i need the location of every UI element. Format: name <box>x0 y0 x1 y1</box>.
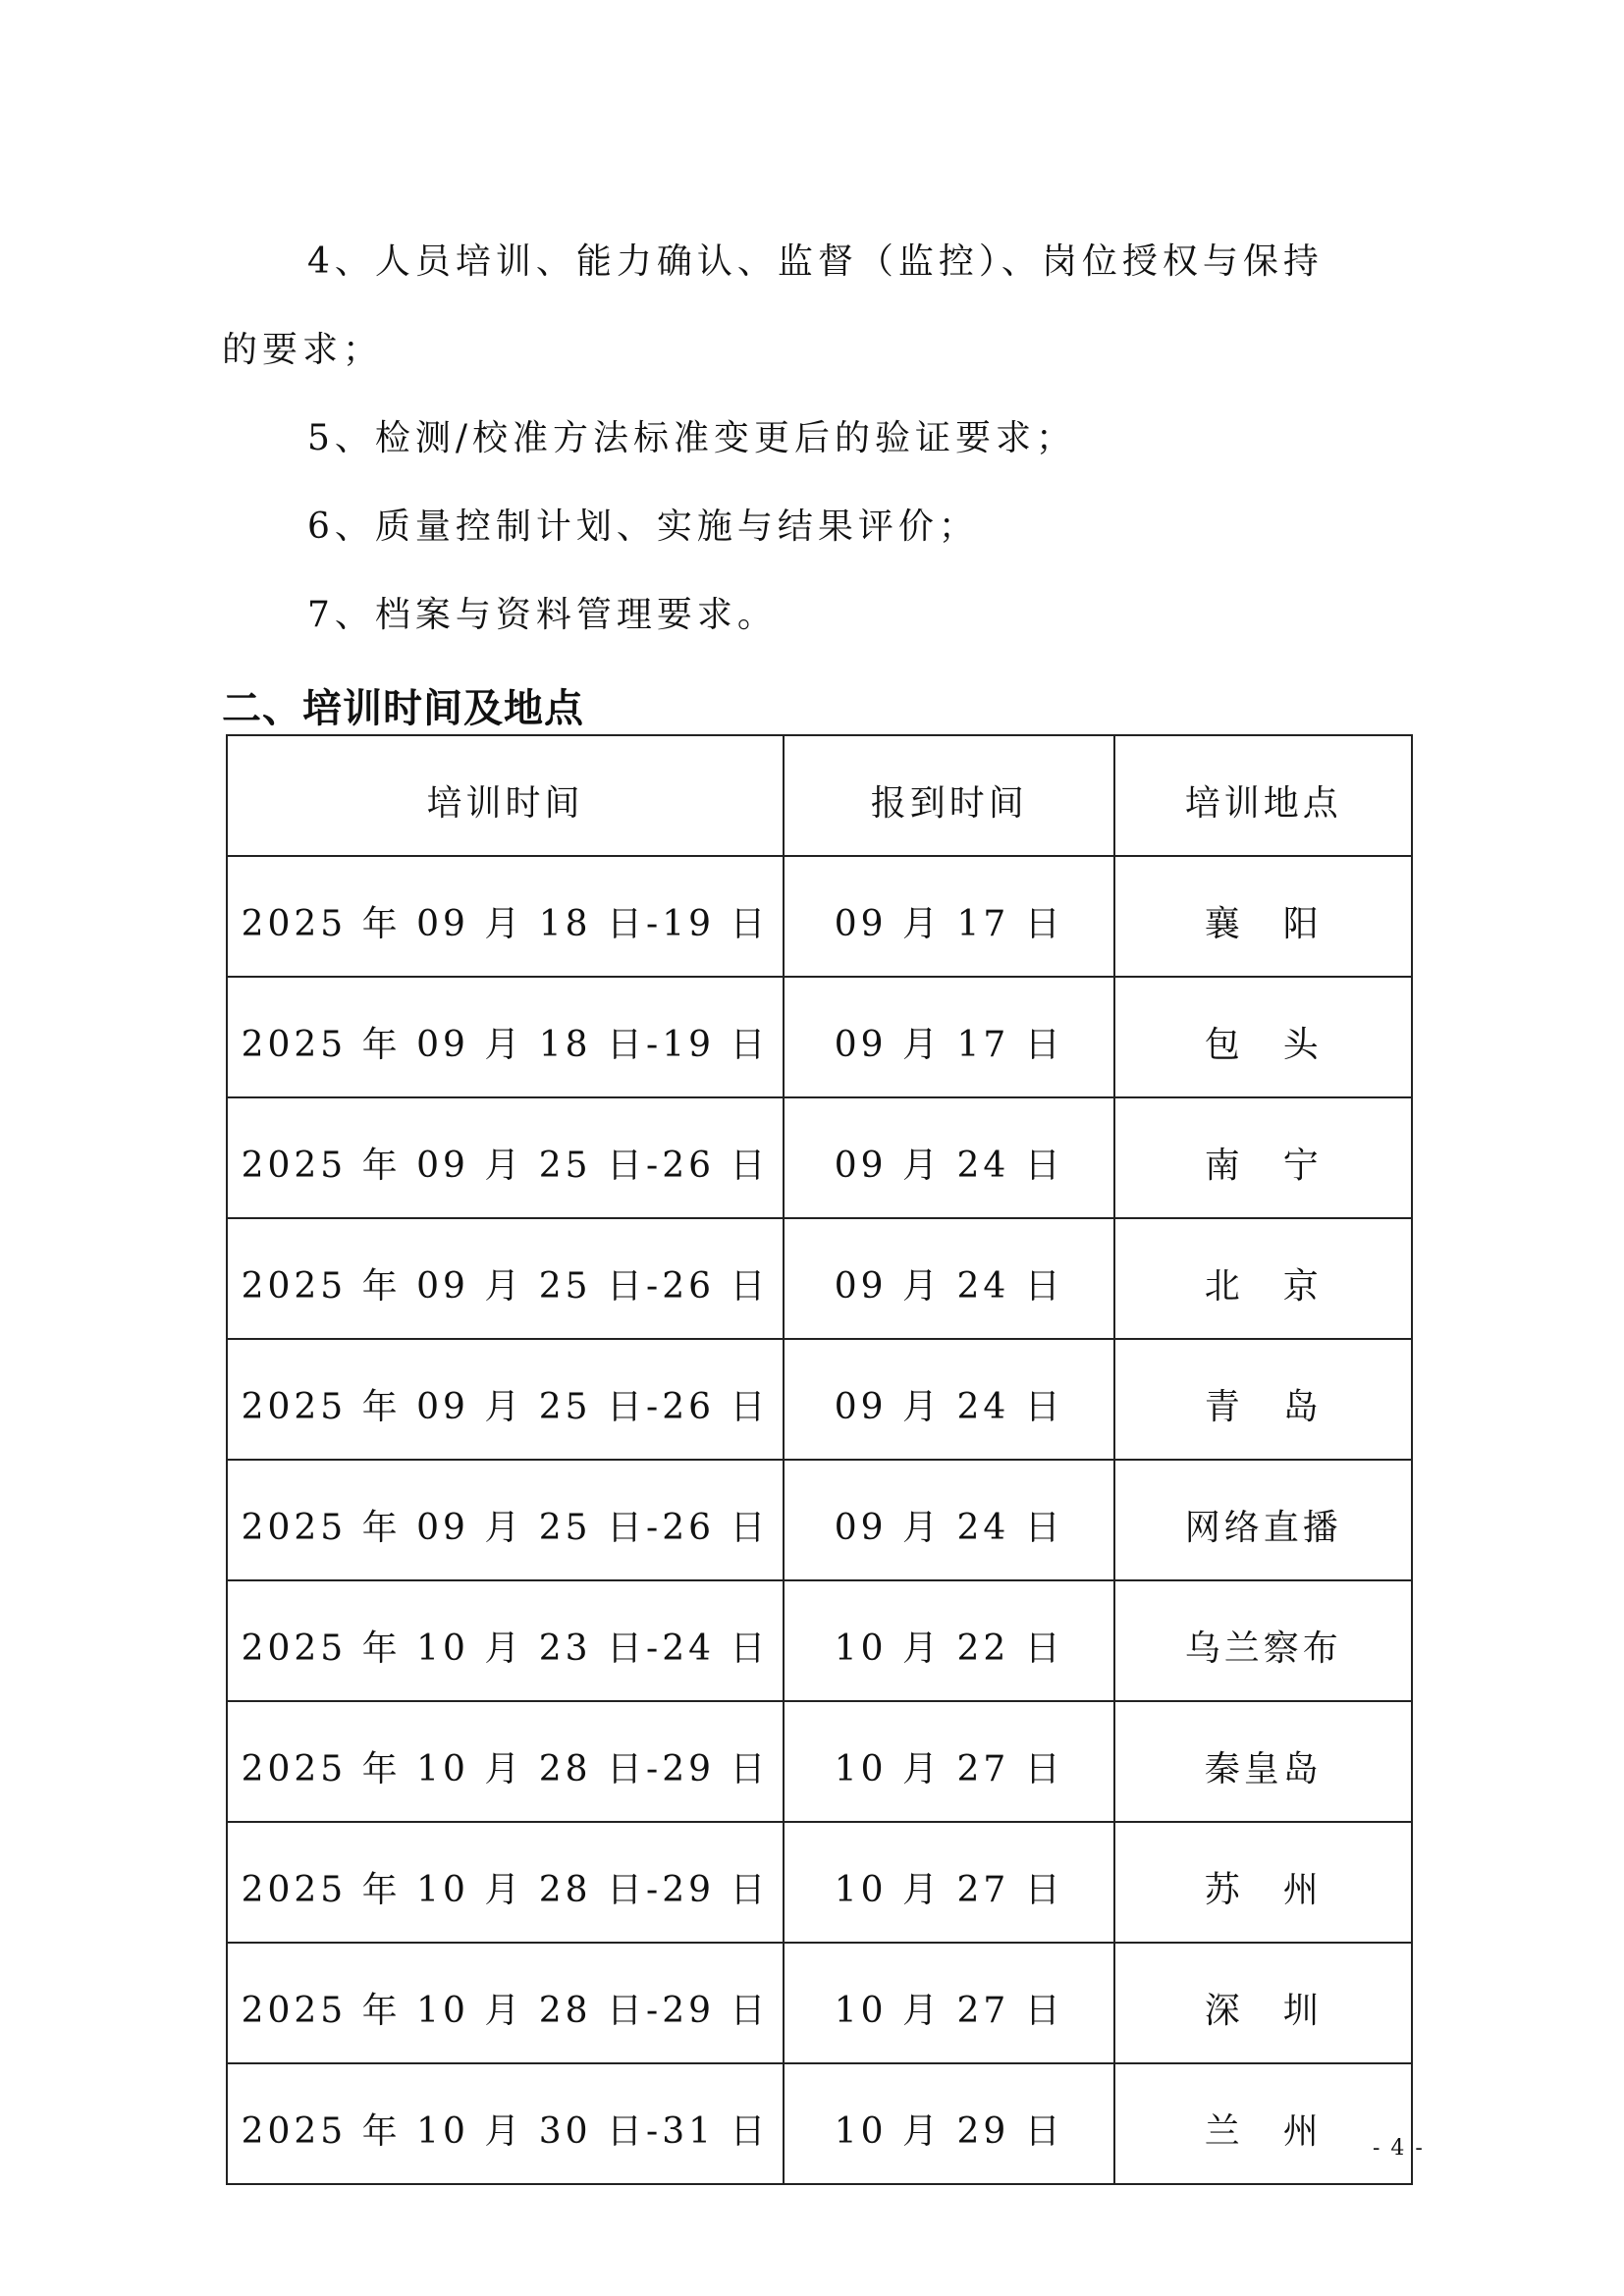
table-row <box>227 1943 1412 2063</box>
cell-training-time: 2025 年 10 月 28 日-29 日 <box>227 1701 784 1822</box>
cell-checkin-time: 10 月 27 日 <box>784 1701 1114 1822</box>
paragraph-item-7: 7、档案与资料管理要求。 <box>307 595 778 635</box>
cell-checkin-time: 09 月 24 日 <box>784 1460 1114 1580</box>
cell-training-time: 2025 年 10 月 30 日-31 日 <box>227 2063 784 2184</box>
cell-location: 北 京 <box>1114 1218 1412 1339</box>
header-location: 培训地点 <box>1114 735 1412 856</box>
cell-training-time: 2025 年 09 月 18 日-19 日 <box>227 977 784 1097</box>
cell-training-time: 2025 年 09 月 25 日-26 日 <box>227 1339 784 1460</box>
table-row <box>227 1339 1412 1460</box>
cell-checkin-time: 09 月 17 日 <box>784 977 1114 1097</box>
paragraph-item-4: 4、人员培训、能力确认、监督（监控）、岗位授权与保持 <box>307 241 1324 282</box>
table-row <box>227 856 1412 977</box>
table-row <box>227 977 1412 1097</box>
cell-location: 包 头 <box>1114 977 1412 1097</box>
paragraph-item-5: 5、检测/校准方法标准变更后的验证要求； <box>307 418 1077 458</box>
cell-checkin-time: 09 月 24 日 <box>784 1339 1114 1460</box>
cell-training-time: 2025 年 10 月 23 日-24 日 <box>227 1580 784 1701</box>
table-row <box>227 1701 1412 1822</box>
header-training-time: 培训时间 <box>227 735 784 856</box>
cell-location: 秦皇岛 <box>1114 1701 1412 1822</box>
cell-location: 乌兰察布 <box>1114 1580 1412 1701</box>
cell-checkin-time: 10 月 27 日 <box>784 1943 1114 2063</box>
table-row <box>227 2063 1412 2184</box>
cell-location: 深 圳 <box>1114 1943 1412 2063</box>
cell-checkin-time: 09 月 24 日 <box>784 1097 1114 1218</box>
section-heading: 二、培训时间及地点 <box>222 686 584 731</box>
schedule-table <box>226 734 1413 2185</box>
table-row <box>227 1097 1412 1218</box>
cell-location: 南 宁 <box>1114 1097 1412 1218</box>
page-number: - 4 - <box>1373 2136 1425 2161</box>
cell-checkin-time: 10 月 27 日 <box>784 1822 1114 1943</box>
table-row <box>227 1460 1412 1580</box>
cell-training-time: 2025 年 10 月 28 日-29 日 <box>227 1943 784 2063</box>
cell-location: 青 岛 <box>1114 1339 1412 1460</box>
cell-training-time: 2025 年 09 月 25 日-26 日 <box>227 1097 784 1218</box>
table-row <box>227 1580 1412 1701</box>
cell-training-time: 2025 年 09 月 25 日-26 日 <box>227 1218 784 1339</box>
cell-training-time: 2025 年 09 月 25 日-26 日 <box>227 1460 784 1580</box>
table-header-row <box>227 735 1412 856</box>
cell-location: 网络直播 <box>1114 1460 1412 1580</box>
header-checkin-time: 报到时间 <box>784 735 1114 856</box>
cell-training-time: 2025 年 10 月 28 日-29 日 <box>227 1822 784 1943</box>
cell-training-time: 2025 年 09 月 18 日-19 日 <box>227 856 784 977</box>
table-row <box>227 1218 1412 1339</box>
cell-location: 兰 州 <box>1114 2063 1412 2184</box>
cell-location: 苏 州 <box>1114 1822 1412 1943</box>
cell-checkin-time: 09 月 17 日 <box>784 856 1114 977</box>
paragraph-item-4-cont: 的要求； <box>222 330 384 370</box>
cell-checkin-time: 09 月 24 日 <box>784 1218 1114 1339</box>
cell-location: 襄 阳 <box>1114 856 1412 977</box>
paragraph-item-6: 6、质量控制计划、实施与结果评价； <box>307 507 979 547</box>
cell-checkin-time: 10 月 22 日 <box>784 1580 1114 1701</box>
cell-checkin-time: 10 月 29 日 <box>784 2063 1114 2184</box>
table-row <box>227 1822 1412 1943</box>
